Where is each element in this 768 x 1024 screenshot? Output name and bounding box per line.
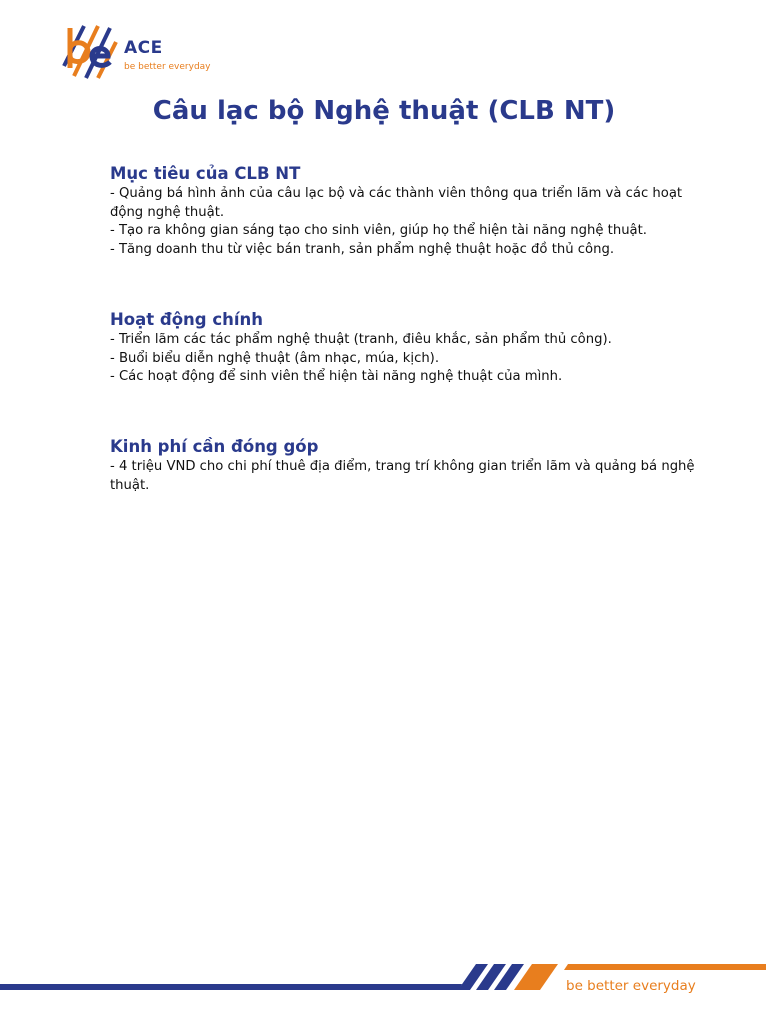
section-line: - Buổi biểu diễn nghệ thuật (âm nhạc, múa, kịch). [110, 350, 440, 366]
section-funding [110, 437, 710, 495]
section-line: - Các hoạt động để sinh viên thể hiện tài năng nghệ thuật của mình. [110, 369, 563, 384]
section-objectives [110, 164, 710, 259]
section-line: - Triển lãm các tác phẩm nghệ thuật (tranh, điêu khắc, sản phẩm thủ công). [110, 332, 612, 347]
section-line: - 4 triệu VND cho chi phí thuê địa điểm, trang trí không gian triển lãm và quảng bá nghệ thuật. [110, 459, 695, 493]
be-monogram-logo-icon [56, 20, 120, 84]
footer-tagline: be better everyday [566, 978, 696, 994]
page-title: Câu lạc bộ Nghệ thuật (CLB NT) [152, 96, 616, 126]
section-heading: Hoạt động chính [110, 310, 264, 329]
logo-tagline: be better everyday [124, 62, 211, 72]
page-footer [0, 956, 768, 1006]
logo-name: ACE [124, 38, 163, 58]
section-line: - Tăng doanh thu từ việc bán tranh, sản phẩm nghệ thuật hoặc đồ thủ công. [110, 241, 615, 257]
section-heading: Kinh phí cần đóng góp [110, 437, 319, 456]
company-logo [56, 20, 216, 84]
section-line: - Tạo ra không gian sáng tạo cho sinh viên, giúp họ thể hiện tài năng nghệ thuật. [110, 223, 647, 238]
section-main-activities [110, 310, 710, 387]
section-line: - Quảng bá hình ảnh của câu lạc bộ và các thành viên thông qua triển lãm và các hoạt động nghệ thuật. [110, 186, 683, 220]
section-heading: Mục tiêu của CLB NT [110, 164, 301, 183]
